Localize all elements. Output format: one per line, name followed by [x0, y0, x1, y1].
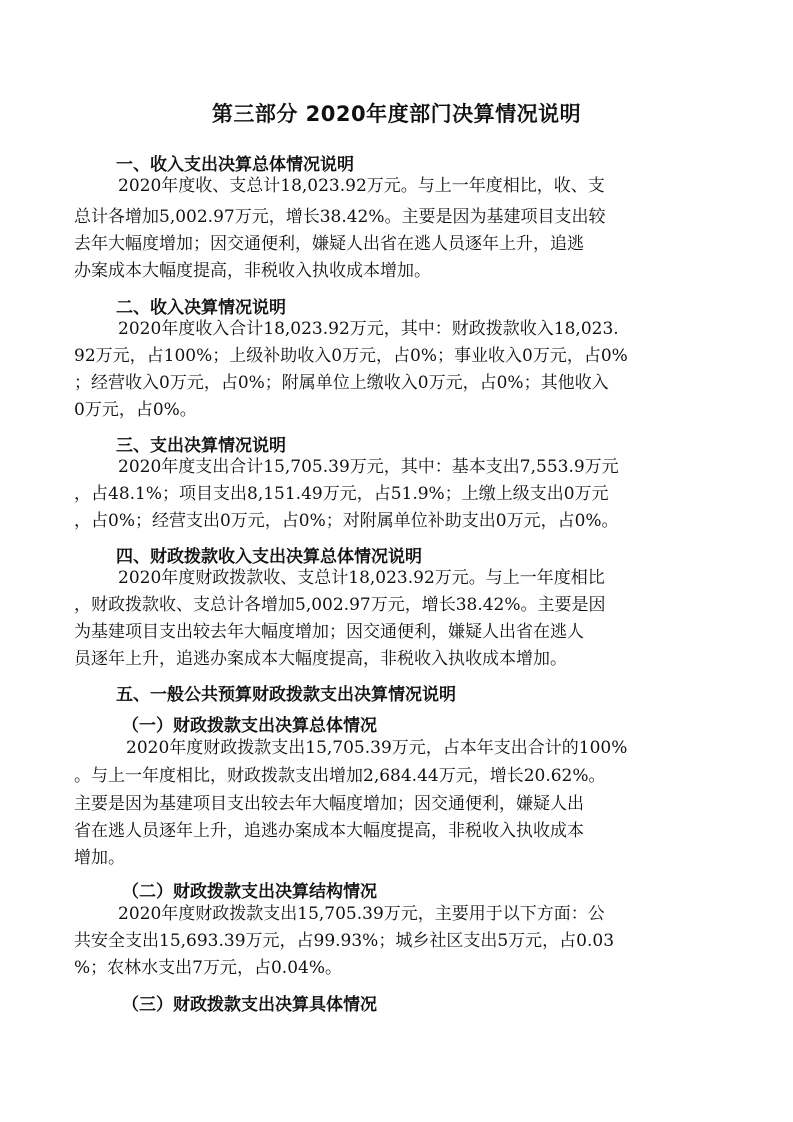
- section-heading-5: 五、一般公共预算财政拨款支出决算情况说明: [116, 685, 456, 705]
- paragraph-line: 2020年度收、支总计18,023.92万元。与上一年度相比，收、支: [118, 176, 605, 196]
- subsection-heading-1: （一）财政拨款支出决算总体情况: [122, 716, 377, 736]
- paragraph-line: 总计各增加5,002.97万元，增长38.42%。主要是因为基建项目支出较: [74, 207, 606, 227]
- section-heading-1: 一、收入支出决算总体情况说明: [116, 155, 354, 175]
- paragraph-line: %；农林水支出7万元，占0.04%。: [74, 958, 342, 978]
- paragraph-line: 2020年度财政拨款收、支总计18,023.92万元。与上一年度相比: [118, 568, 605, 588]
- paragraph-line: 2020年度支出合计15,705.39万元，其中：基本支出7,553.9万元: [118, 457, 619, 477]
- paragraph-line: 。与上一年度相比，财政拨款支出增加2,684.44万元，增长20.62%。: [74, 766, 606, 786]
- paragraph-line: ，占48.1%；项目支出8,151.49万元，占51.9%；上缴上级支出0万元: [74, 484, 609, 504]
- paragraph-line: ，财政拨款收、支总计各增加5,002.97万元，增长38.42%。主要是因: [74, 595, 606, 615]
- paragraph-line: 增加。: [74, 848, 125, 868]
- paragraph-line: 92万元，占100%；上级补助收入0万元，占0%；事业收入0万元，占0%: [74, 346, 628, 366]
- paragraph-line: 0万元，占0%。: [74, 400, 197, 420]
- paragraph-line: 2020年度财政拨款支出15,705.39万元，占本年支出合计的100%: [126, 738, 628, 758]
- section-heading-2: 二、收入决算情况说明: [116, 298, 286, 318]
- subsection-heading-3: （三）财政拨款支出决算具体情况: [122, 995, 377, 1015]
- page-title: 第三部分 2020年度部门决算情况说明: [211, 102, 582, 126]
- paragraph-line: 办案成本大幅度提高，非税收入执收成本增加。: [74, 261, 431, 281]
- paragraph-line: 2020年度收入合计18,023.92万元，其中：财政拨款收入18,023.: [118, 319, 619, 339]
- paragraph-line: 为基建项目支出较去年大幅度增加；因交通便利，嫌疑人出省在逃人: [74, 622, 584, 642]
- subsection-heading-2: （二）财政拨款支出决算结构情况: [122, 882, 377, 902]
- paragraph-line: 去年大幅度增加；因交通便利，嫌疑人出省在逃人员逐年上升，追逃: [74, 234, 584, 254]
- section-heading-4: 四、财政拨款收入支出决算总体情况说明: [116, 547, 422, 567]
- paragraph-line: 员逐年上升，追逃办案成本大幅度提高，非税收入执收成本增加。: [74, 649, 567, 669]
- paragraph-line: ，占0%；经营支出0万元，占0%；对附属单位补助支出0万元，占0%。: [74, 511, 619, 531]
- paragraph-line: ；经营收入0万元，占0%；附属单位上缴收入0万元，占0%；其他收入: [74, 373, 609, 393]
- paragraph-line: 主要是因为基建项目支出较去年大幅度增加；因交通便利，嫌疑人出: [74, 794, 584, 814]
- paragraph-line: 省在逃人员逐年上升，追逃办案成本大幅度提高，非税收入执收成本: [74, 821, 584, 841]
- paragraph-line: 共安全支出15,693.39万元，占99.93%；城乡社区支出5万元，占0.03: [74, 931, 615, 951]
- paragraph-line: 2020年度财政拨款支出15,705.39万元，主要用于以下方面：公: [118, 904, 605, 924]
- section-heading-3: 三、支出决算情况说明: [116, 436, 286, 456]
